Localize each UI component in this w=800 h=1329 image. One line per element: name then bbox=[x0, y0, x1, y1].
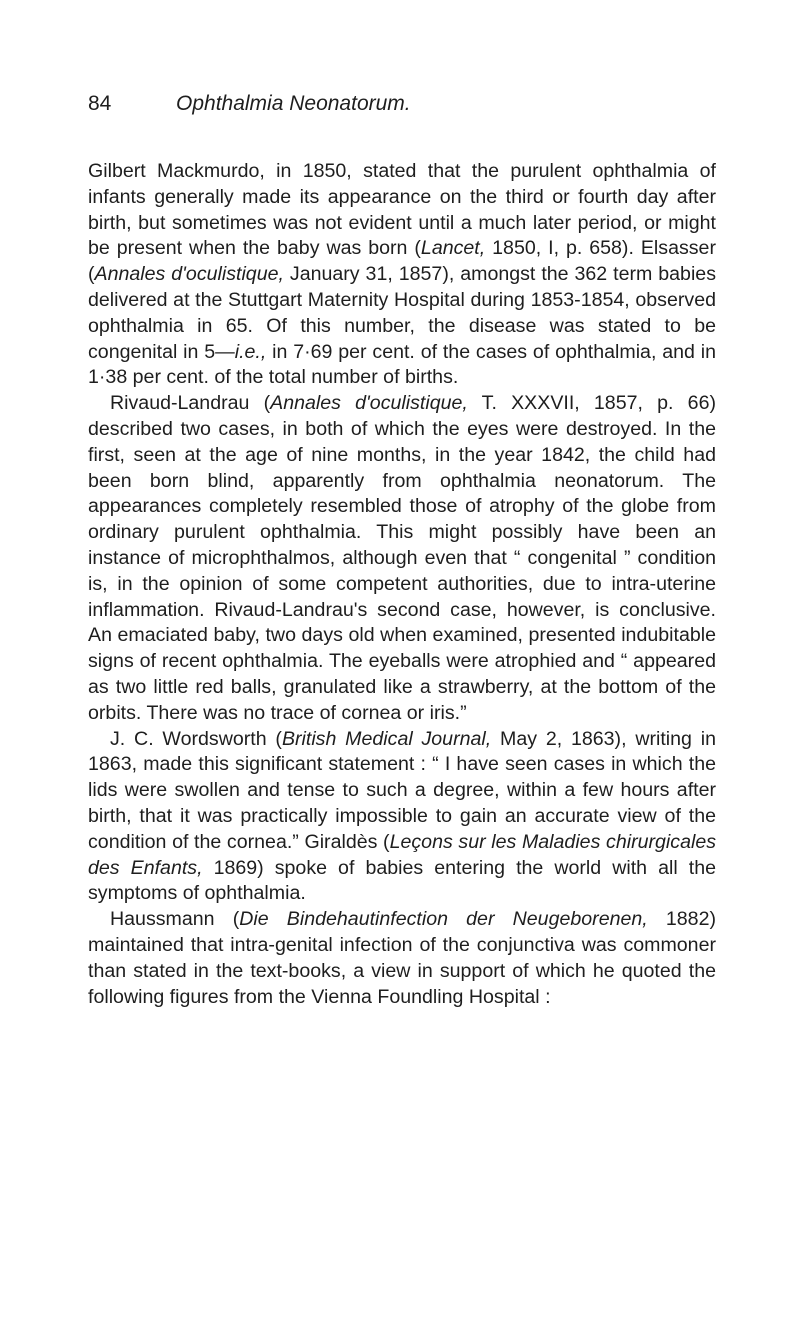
text-run: 1869) spoke of babies entering the world with all the symptoms of ophthalmia. bbox=[88, 856, 716, 905]
italic-citation: Die Bindehautinfection der Neugeborenen, bbox=[239, 908, 648, 931]
text-run: January 31, 1857), amongst the 362 term babies delivered at the Stuttgart Maternity Hospital during 1853-1854, observed ophthalmia in 65. Of this number, the disease was stated to be congenital in 5— bbox=[88, 263, 716, 363]
text-run: Gilbert Mackmurdo, in 1850, stated that the purulent ophthalmia of infants generally made its appearance on the third or fourth day after birth, but sometimes was not evident until a much later period, or might be present when the baby was born ( bbox=[88, 160, 716, 260]
italic-citation: Lancet, bbox=[420, 237, 486, 260]
text-run: Rivaud-Landrau ( bbox=[110, 392, 271, 415]
italic-citation: i.e., bbox=[234, 340, 267, 363]
italic-citation: Leçons sur les Maladies chirurgicales des Enfants, bbox=[88, 830, 717, 879]
page-number: 84 bbox=[88, 92, 112, 115]
text-run: T. XXXVII, 1857, p. 66) described two cases, in both of which the eyes were destroyed. In the first, seen at the age of nine months, in the year 1842, the child had been born blind, apparently from ophthalmia neonatorum. The appearances completely resembled those of atrophy of the globe from ordinary purulent ophthalmia. This might possibly have been an instance of microphthalmos, although even that “ congenital ” condition is, in the opinion of some competent authorities, due to intra-uterine inflammation. Rivaud-Landrau's second case, however, is conclusive. An emaciated baby, two days old when examined, presented indubitable signs of recent ophthalmia. The eyeballs were atrophied and “ appeared as two little red balls, granulated like a strawberry, at the bottom of the orbits. There was no trace of cornea or iris.” bbox=[88, 392, 716, 724]
text-run: J. C. Wordsworth ( bbox=[110, 727, 282, 750]
body-text bbox=[88, 159, 716, 1010]
paragraph bbox=[88, 907, 716, 1010]
paragraph bbox=[88, 159, 716, 391]
paragraph bbox=[88, 391, 716, 726]
italic-citation: Annales d'oculistique, bbox=[270, 392, 468, 415]
paragraph bbox=[88, 727, 716, 908]
text-run: May 2, 1863), writing in 1863, made this significant statement : “ I have seen cases in which the lids were swollen and tense to such a degree, within a few hours after birth, that it was practically impossible to gain an accurate view of the condition of the cornea.” Giraldès ( bbox=[88, 727, 716, 853]
text-run: Haussmann ( bbox=[110, 908, 240, 931]
italic-citation: Annales d'oculistique, bbox=[94, 263, 284, 286]
page-header bbox=[88, 92, 728, 122]
text-run: 1850, I, p. 658). Elsasser ( bbox=[88, 237, 716, 286]
running-title: Ophthalmia Neonatorum. bbox=[176, 92, 411, 115]
text-run: in 7·69 per cent. of the cases of ophthalmia, and in 1·38 per cent. of the total number of births. bbox=[88, 340, 716, 389]
text-run: 1882) maintained that intra-genital infection of the conjunctiva was commoner than stated in the text-books, a view in support of which he quoted the following figures from the Vienna Foundling Hospital : bbox=[88, 908, 716, 1008]
italic-citation: British Medical Journal, bbox=[281, 727, 492, 750]
